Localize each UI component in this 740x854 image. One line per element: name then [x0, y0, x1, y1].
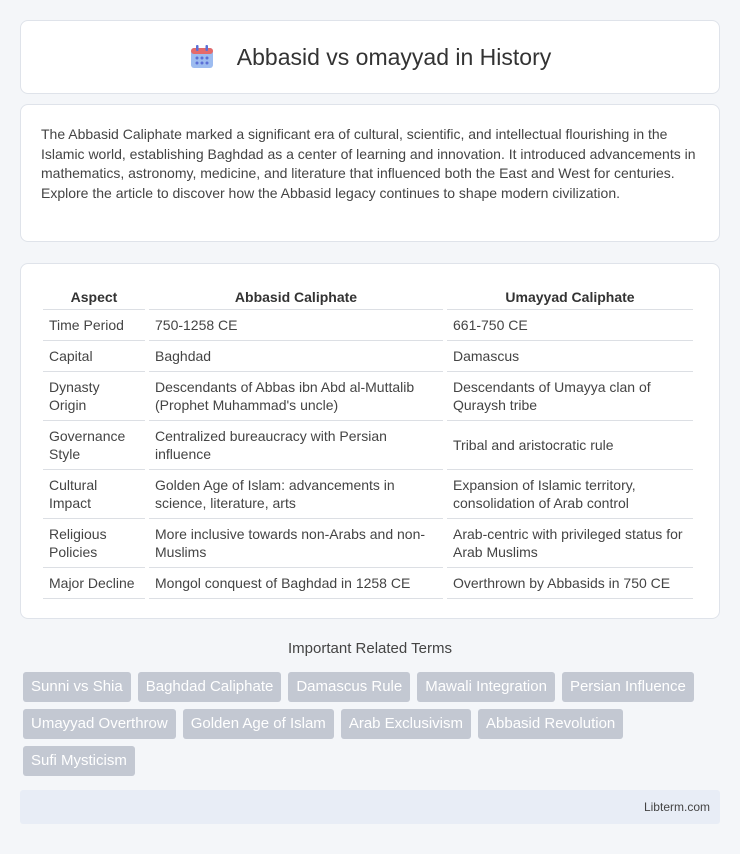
table-row: [43, 568, 693, 599]
abbasid-cell: More inclusive towards non-Arabs and non-Muslims: [149, 519, 443, 568]
intro-card: [20, 104, 720, 242]
column-header-aspect: Aspect: [43, 284, 145, 310]
abbasid-cell: Baghdad: [149, 341, 443, 372]
table-row: [43, 421, 693, 470]
table-row: [43, 470, 693, 519]
umayyad-cell: 661-750 CE: [447, 310, 693, 341]
aspect-cell: Cultural Impact: [43, 470, 145, 519]
aspect-cell: Governance Style: [43, 421, 145, 470]
related-term-tag[interactable]: Arab Exclusivism: [341, 709, 471, 739]
related-terms-list: [23, 672, 723, 776]
related-term-tag[interactable]: Golden Age of Islam: [183, 709, 334, 739]
related-terms-heading: Important Related Terms: [288, 640, 452, 657]
umayyad-cell: Damascus: [447, 341, 693, 372]
column-header-umayyad: Umayyad Caliphate: [447, 284, 693, 310]
column-header-abbasid: Abbasid Caliphate: [149, 284, 443, 310]
related-term-tag[interactable]: Persian Influence: [562, 672, 694, 702]
aspect-cell: Time Period: [43, 310, 145, 341]
comparison-table: [39, 284, 697, 599]
comparison-card: [20, 263, 720, 619]
abbasid-cell: Mongol conquest of Baghdad in 1258 CE: [149, 568, 443, 599]
umayyad-cell: Tribal and aristocratic rule: [447, 421, 693, 470]
aspect-cell: Religious Policies: [43, 519, 145, 568]
related-term-tag[interactable]: Umayyad Overthrow: [23, 709, 176, 739]
intro-paragraph: The Abbasid Caliphate marked a significant era of cultural, scientific, and intellectual flourishing in the Islamic world, establishing Baghdad as a center of learning and innovation. It introduced advancements in mathematics, astronomy, medicine, and literature that influenced both the East and West for centuries. Explore the article to discover how the Abbasid legacy continues to shape modern civilization.: [41, 126, 696, 201]
table-header-row: [43, 284, 693, 310]
aspect-cell: Major Decline: [43, 568, 145, 599]
table-row: [43, 310, 693, 341]
umayyad-cell: Overthrown by Abbasids in 750 CE: [447, 568, 693, 599]
table-row: [43, 519, 693, 568]
umayyad-cell: Arab-centric with privileged status for Arab Muslims: [447, 519, 693, 568]
table-row: [43, 341, 693, 372]
footer: [20, 790, 720, 824]
abbasid-cell: Descendants of Abbas ibn Abd al-Muttalib (Prophet Muhammad's uncle): [149, 372, 443, 421]
table-row: [43, 372, 693, 421]
aspect-cell: Dynasty Origin: [43, 372, 145, 421]
related-term-tag[interactable]: Baghdad Caliphate: [138, 672, 282, 702]
title-card: [20, 20, 720, 94]
related-term-tag[interactable]: Sunni vs Shia: [23, 672, 131, 702]
abbasid-cell: Centralized bureaucracy with Persian influence: [149, 421, 443, 470]
related-term-tag[interactable]: Damascus Rule: [288, 672, 410, 702]
calendar-icon: [189, 44, 215, 70]
abbasid-cell: Golden Age of Islam: advancements in science, literature, arts: [149, 470, 443, 519]
umayyad-cell: Descendants of Umayya clan of Quraysh tribe: [447, 372, 693, 421]
aspect-cell: Capital: [43, 341, 145, 372]
abbasid-cell: 750-1258 CE: [149, 310, 443, 341]
related-term-tag[interactable]: Sufi Mysticism: [23, 746, 135, 776]
umayyad-cell: Expansion of Islamic territory, consolidation of Arab control: [447, 470, 693, 519]
related-term-tag[interactable]: Abbasid Revolution: [478, 709, 623, 739]
page-title: Abbasid vs omayyad in History: [236, 43, 552, 70]
related-term-tag[interactable]: Mawali Integration: [417, 672, 555, 702]
footer-site-link[interactable]: Libterm.com: [643, 800, 710, 814]
